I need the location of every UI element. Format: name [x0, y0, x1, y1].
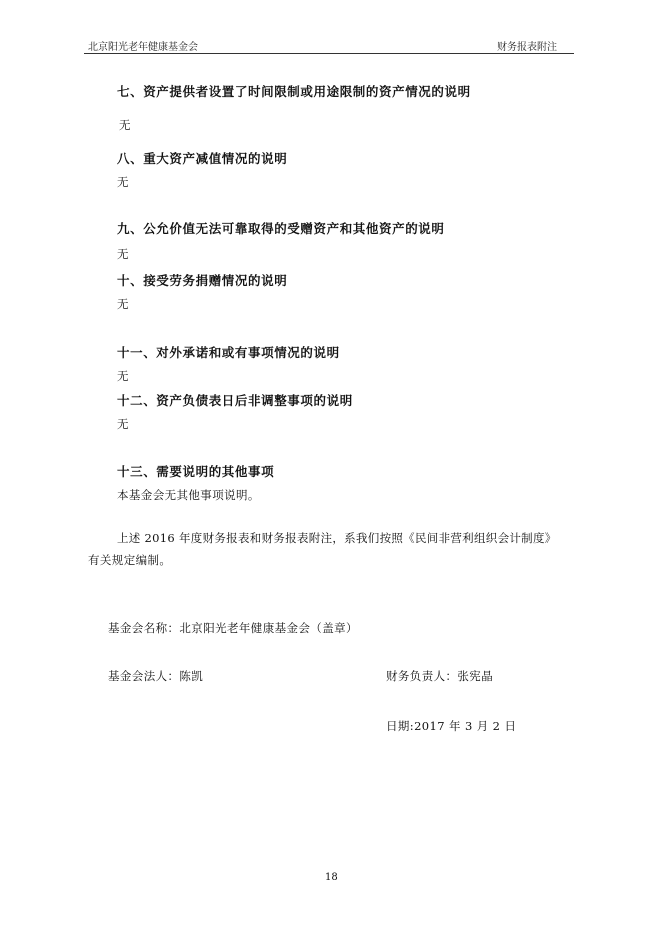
sign-date: 日期:2017 年 3 月 2 日	[386, 719, 517, 733]
section-body-10: 无	[117, 297, 129, 311]
section-body-12: 无	[117, 417, 129, 431]
page-number: 18	[325, 872, 338, 883]
legal-representative: 基金会法人：陈凯	[108, 669, 204, 683]
section-heading-13: 十三、需要说明的其他事项	[117, 464, 275, 479]
finance-head: 财务负责人：张宪晶	[386, 669, 494, 683]
foundation-name-line: 基金会名称：北京阳光老年健康基金会（盖章）	[108, 621, 358, 635]
header-rule	[84, 53, 574, 54]
section-heading-11: 十一、对外承诺和或有事项情况的说明	[117, 345, 340, 360]
section-body-9: 无	[117, 247, 129, 261]
header-org-name: 北京阳光老年健康基金会	[88, 42, 198, 53]
section-heading-8: 八、重大资产减值情况的说明	[117, 151, 288, 166]
section-heading-7: 七、资产提供者设置了时间限制或用途限制的资产情况的说明	[117, 84, 471, 99]
section-body-13: 本基金会无其他事项说明。	[117, 488, 260, 502]
section-body-8: 无	[117, 175, 129, 189]
section-heading-12: 十二、资产负债表日后非调整事项的说明	[117, 393, 353, 408]
header-section-title: 财务报表附注	[497, 42, 557, 53]
section-heading-9: 九、公允价值无法可靠取得的受赠资产和其他资产的说明	[117, 221, 445, 236]
closing-paragraph-line-1: 上述 2016 年度财务报表和财务报表附注，系我们按照《民间非营利组织会计制度》	[117, 531, 557, 545]
closing-paragraph-line-2: 有关规定编制。	[88, 553, 172, 567]
section-body-7: 无	[119, 118, 131, 132]
section-body-11: 无	[117, 369, 129, 383]
section-heading-10: 十、接受劳务捐赠情况的说明	[117, 273, 288, 288]
